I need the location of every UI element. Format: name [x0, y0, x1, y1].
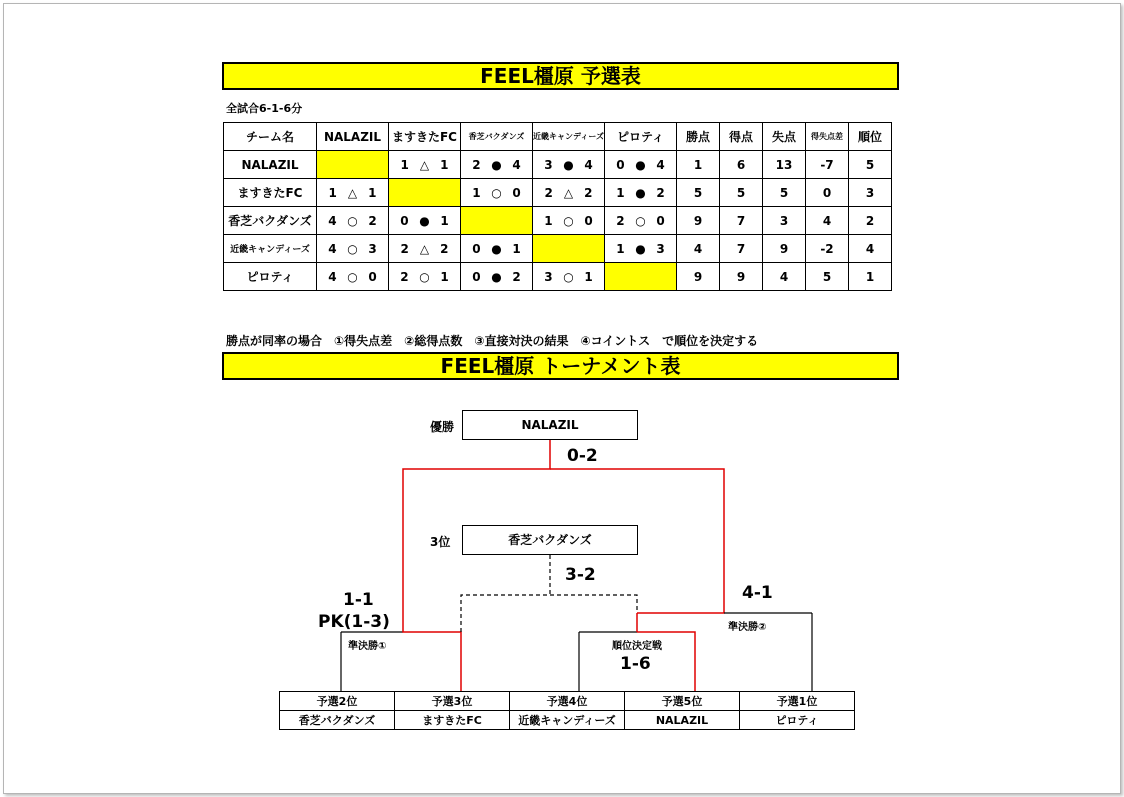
stat-cell: 3 [849, 179, 892, 207]
team-cell: ピロティ [740, 711, 855, 730]
team-name-cell: NALAZIL [224, 151, 317, 179]
stat-cell: 4 [849, 235, 892, 263]
stat-cell: -2 [806, 235, 849, 263]
match-format-note: 全試合6-1-6分 [226, 102, 303, 115]
stat-cell: 7 [720, 207, 763, 235]
third-place-label: 3位 [430, 535, 451, 549]
result-mark: ● [491, 241, 502, 256]
stat-cell: 5 [763, 179, 806, 207]
goal-count: 3 [368, 241, 377, 256]
goal-count: 0 [616, 157, 625, 172]
header-cell: 得失点差 [806, 123, 849, 151]
goal-count: 4 [584, 157, 593, 172]
goal-count: 4 [512, 157, 521, 172]
goal-count: 2 [544, 185, 553, 200]
team-cell: 香芝バクダンズ [280, 711, 395, 730]
goal-count: 2 [616, 213, 625, 228]
seed-cell: 予選1位 [740, 692, 855, 711]
goal-count: 2 [368, 213, 377, 228]
tournament-title: FEEL橿原 トーナメント表 [222, 352, 899, 380]
league-title: FEEL橿原 予選表 [222, 62, 899, 90]
tiebreak-note: 勝点が同率の場合 ①得失点差 ②総得点数 ③直接対決の結果 ④コイントス で順位を決定する [226, 334, 759, 348]
stat-cell: -7 [806, 151, 849, 179]
stat-cell: 13 [763, 151, 806, 179]
semi1-score: 1-1 [343, 590, 374, 610]
header-cell: ますきたFC [389, 123, 461, 151]
goal-count: 1 [328, 185, 337, 200]
goal-count: 4 [328, 241, 337, 256]
result-mark: ● [491, 157, 502, 172]
goal-count: 4 [328, 269, 337, 284]
result-mark: △ [563, 185, 574, 200]
stat-cell: 6 [720, 151, 763, 179]
goal-count: 0 [512, 185, 521, 200]
placement-label: 順位決定戦 [612, 641, 662, 652]
champion-label: 優勝 [430, 420, 455, 434]
goal-count: 2 [440, 241, 449, 256]
header-cell: ピロティ [605, 123, 677, 151]
goal-count: 3 [544, 269, 553, 284]
stat-cell: 5 [720, 179, 763, 207]
stat-cell: 9 [677, 207, 720, 235]
third-place-box: 香芝バクダンズ [462, 525, 638, 555]
goal-count: 1 [400, 157, 409, 172]
result-mark: △ [419, 157, 430, 172]
goal-count: 0 [656, 213, 665, 228]
goal-count: 1 [544, 213, 553, 228]
semi1-pk: PK(1-3) [318, 612, 390, 632]
result-mark: ○ [491, 185, 502, 200]
result-mark: ○ [419, 269, 430, 284]
team-name-cell: 香芝バクダンズ [224, 207, 317, 235]
result-mark: ● [419, 213, 430, 228]
header-cell: 得点 [720, 123, 763, 151]
goal-count: 1 [472, 185, 481, 200]
stat-cell: 7 [720, 235, 763, 263]
champion-box: NALAZIL [462, 410, 638, 440]
third-place-path [461, 595, 637, 632]
goal-count: 2 [400, 241, 409, 256]
goal-count: 4 [656, 157, 665, 172]
stat-cell: 2 [849, 207, 892, 235]
stat-cell: 5 [849, 151, 892, 179]
header-cell: 香芝バクダンズ [461, 123, 533, 151]
goal-count: 3 [656, 241, 665, 256]
goal-count: 0 [400, 213, 409, 228]
goal-count: 1 [616, 241, 625, 256]
result-mark: ○ [347, 241, 358, 256]
goal-count: 2 [656, 185, 665, 200]
header-cell: 失点 [763, 123, 806, 151]
final-score: 0-2 [567, 446, 598, 466]
goal-count: 2 [472, 157, 481, 172]
stat-cell: 9 [677, 263, 720, 291]
stat-cell: 9 [763, 235, 806, 263]
goal-count: 0 [584, 213, 593, 228]
seed-cell: 予選2位 [280, 692, 395, 711]
goal-count: 1 [440, 157, 449, 172]
result-mark: ● [635, 157, 646, 172]
goal-count: 2 [512, 269, 521, 284]
stat-cell: 4 [763, 263, 806, 291]
semi2-score: 4-1 [742, 583, 773, 603]
goal-count: 3 [544, 157, 553, 172]
goal-count: 4 [328, 213, 337, 228]
seed-cell: 予選5位 [625, 692, 740, 711]
result-mark: ○ [347, 269, 358, 284]
third-place-score: 3-2 [565, 565, 596, 585]
goal-count: 0 [368, 269, 377, 284]
stat-cell: 1 [677, 151, 720, 179]
result-mark: ○ [563, 213, 574, 228]
goal-count: 1 [584, 269, 593, 284]
team-name-cell: 近畿キャンディーズ [224, 235, 317, 263]
team-cell: ますきたFC [395, 711, 510, 730]
result-mark: ● [563, 157, 574, 172]
result-mark: ○ [635, 213, 646, 228]
seed-row [280, 692, 855, 711]
semi1-winner-path [403, 440, 550, 691]
result-mark: ○ [347, 213, 358, 228]
seed-cell: 予選4位 [510, 692, 625, 711]
stat-cell: 4 [806, 207, 849, 235]
goal-count: 1 [616, 185, 625, 200]
result-mark: ○ [563, 269, 574, 284]
team-cell: NALAZIL [625, 711, 740, 730]
goal-count: 1 [440, 269, 449, 284]
header-cell: NALAZIL [317, 123, 389, 151]
header-cell: 勝点 [677, 123, 720, 151]
team-row [280, 711, 855, 730]
stat-cell: 0 [806, 179, 849, 207]
goal-count: 1 [368, 185, 377, 200]
bracket-slots [279, 691, 855, 730]
seed-cell: 予選3位 [395, 692, 510, 711]
team-name-cell: ますきたFC [224, 179, 317, 207]
goal-count: 0 [472, 241, 481, 256]
result-mark: △ [347, 185, 358, 200]
header-cell: 近畿キャンディーズ [533, 123, 605, 151]
stat-cell: 3 [763, 207, 806, 235]
semi1-label: 準決勝① [348, 641, 387, 652]
semi2-label: 準決勝② [728, 622, 767, 633]
result-mark: ● [491, 269, 502, 284]
result-mark: ● [635, 185, 646, 200]
goal-count: 1 [512, 241, 521, 256]
goal-count: 0 [472, 269, 481, 284]
header-cell: 順位 [849, 123, 892, 151]
goal-count: 2 [584, 185, 593, 200]
team-name-cell: ピロティ [224, 263, 317, 291]
stat-cell: 9 [720, 263, 763, 291]
stat-cell: 1 [849, 263, 892, 291]
header-cell: チーム名 [224, 123, 317, 151]
stat-cell: 5 [806, 263, 849, 291]
placement-score: 1-6 [620, 654, 651, 674]
goal-count: 2 [400, 269, 409, 284]
result-mark: △ [419, 241, 430, 256]
stat-cell: 5 [677, 179, 720, 207]
stat-cell: 4 [677, 235, 720, 263]
result-mark: ● [635, 241, 646, 256]
team-cell: 近畿キャンディーズ [510, 711, 625, 730]
goal-count: 1 [440, 213, 449, 228]
